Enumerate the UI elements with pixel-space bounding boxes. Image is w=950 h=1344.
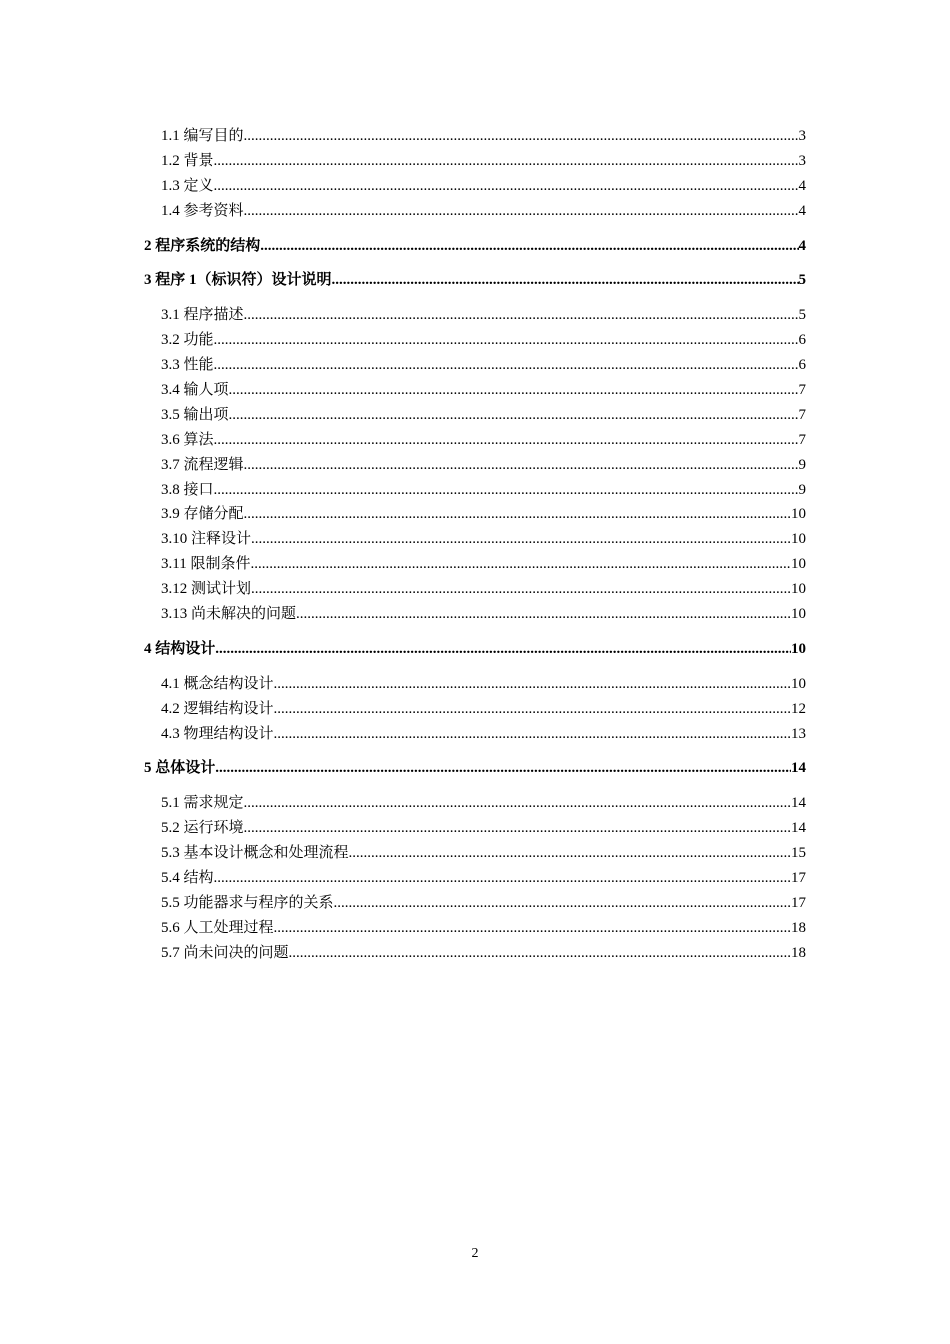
toc-entry-page-number: 7 bbox=[798, 382, 806, 399]
toc-section-entry[interactable] bbox=[144, 866, 806, 891]
toc-dot-leader bbox=[214, 478, 799, 503]
toc-entry-title: 4.2 逻辑结构设计 bbox=[161, 700, 274, 717]
toc-entry-page-number: 14 bbox=[791, 820, 806, 837]
toc-section-entry[interactable] bbox=[144, 328, 806, 353]
toc-entry-title: 5.7 尚未问决的问题 bbox=[161, 944, 289, 961]
toc-entry-title: 5.4 结构 bbox=[161, 870, 214, 887]
toc-entry-title: 3.4 输人项 bbox=[161, 382, 229, 399]
toc-section-entry[interactable] bbox=[144, 916, 806, 941]
toc-dot-leader bbox=[274, 722, 791, 747]
toc-section-entry[interactable] bbox=[144, 303, 806, 328]
toc-entry-title: 3.9 存储分配 bbox=[161, 506, 244, 523]
toc-entry-page-number: 12 bbox=[791, 700, 806, 717]
toc-dot-leader bbox=[244, 199, 799, 224]
toc-section-entry[interactable] bbox=[144, 149, 806, 174]
toc-dot-leader bbox=[229, 403, 799, 428]
toc-entry-title: 4 结构设计 bbox=[144, 640, 216, 657]
toc-entry-title: 3.11 限制条件 bbox=[161, 556, 251, 573]
toc-entry-page-number: 6 bbox=[798, 332, 806, 349]
toc-entry-page-number: 10 bbox=[791, 581, 806, 598]
toc-entry-title: 3.12 测试计划 bbox=[161, 581, 252, 598]
toc-section-entry[interactable] bbox=[144, 353, 806, 378]
toc-dot-leader bbox=[334, 891, 791, 916]
toc-entry-title: 3.2 功能 bbox=[161, 332, 214, 349]
toc-dot-leader bbox=[260, 234, 798, 259]
toc-entry-page-number: 9 bbox=[798, 456, 806, 473]
toc-entry-page-number: 10 bbox=[791, 675, 806, 692]
toc-entry-page-number: 6 bbox=[798, 357, 806, 374]
toc-dot-leader bbox=[215, 756, 791, 781]
toc-section-entry[interactable] bbox=[144, 502, 806, 527]
toc-dot-leader bbox=[289, 941, 791, 966]
toc-entry-title: 3.5 输出项 bbox=[161, 406, 229, 423]
toc-dot-leader bbox=[251, 577, 791, 602]
toc-dot-leader bbox=[214, 428, 799, 453]
toc-entry-title: 3.13 尚未解决的问题 bbox=[161, 606, 297, 623]
toc-dot-leader bbox=[214, 149, 799, 174]
toc-entry-title: 3.8 接口 bbox=[161, 481, 214, 498]
toc-dot-leader bbox=[244, 791, 791, 816]
toc-entry-page-number: 9 bbox=[798, 481, 806, 498]
toc-dot-leader bbox=[244, 816, 791, 841]
toc-dot-leader bbox=[274, 916, 791, 941]
toc-chapter-entry[interactable] bbox=[144, 268, 806, 293]
toc-section-entry[interactable] bbox=[144, 816, 806, 841]
toc-section-entry[interactable] bbox=[144, 124, 806, 149]
toc-dot-leader bbox=[349, 841, 791, 866]
toc-section-entry[interactable] bbox=[144, 577, 806, 602]
toc-section-entry[interactable] bbox=[144, 722, 806, 747]
toc-dot-leader bbox=[274, 697, 791, 722]
toc-dot-leader bbox=[296, 602, 791, 627]
toc-entry-page-number: 17 bbox=[791, 894, 806, 911]
toc-entry-page-number: 10 bbox=[791, 556, 806, 573]
toc-entry-page-number: 10 bbox=[791, 606, 806, 623]
toc-entry-title: 1.2 背景 bbox=[161, 152, 214, 169]
table-of-contents bbox=[144, 124, 806, 966]
toc-entry-title: 4.3 物理结构设计 bbox=[161, 725, 274, 742]
toc-entry-page-number: 4 bbox=[798, 237, 806, 254]
page-number: 2 bbox=[471, 1246, 479, 1261]
toc-entry-title: 3.10 注释设计 bbox=[161, 531, 252, 548]
toc-dot-leader bbox=[214, 353, 799, 378]
toc-section-entry[interactable] bbox=[144, 403, 806, 428]
toc-entry-page-number: 10 bbox=[791, 506, 806, 523]
toc-entry-title: 3 程序 1（标识符）设计说明 bbox=[144, 272, 332, 289]
toc-entry-page-number: 4 bbox=[798, 177, 806, 194]
toc-entry-page-number: 14 bbox=[791, 760, 806, 777]
toc-dot-leader bbox=[274, 672, 791, 697]
toc-dot-leader bbox=[244, 453, 799, 478]
toc-entry-page-number: 3 bbox=[798, 128, 806, 144]
toc-entry-title: 5.3 基本设计概念和处理流程 bbox=[161, 845, 349, 862]
toc-chapter-entry[interactable] bbox=[144, 637, 806, 662]
toc-entry-title: 5.5 功能器求与程序的关系 bbox=[161, 894, 334, 911]
toc-entry-title: 3.1 程序描述 bbox=[161, 307, 244, 324]
toc-entry-title: 2 程序系统的结构 bbox=[144, 237, 261, 254]
toc-dot-leader bbox=[214, 328, 799, 353]
toc-entry-title: 4.1 概念结构设计 bbox=[161, 675, 274, 692]
toc-entry-page-number: 15 bbox=[791, 845, 806, 862]
toc-entry-page-number: 4 bbox=[798, 202, 806, 219]
toc-dot-leader bbox=[332, 268, 799, 293]
toc-entry-title: 5.2 运行环境 bbox=[161, 820, 244, 837]
toc-dot-leader bbox=[214, 866, 791, 891]
toc-entry-page-number: 5 bbox=[798, 307, 806, 324]
toc-dot-leader bbox=[251, 527, 791, 552]
toc-entry-title: 5.1 需求规定 bbox=[161, 795, 244, 812]
toc-dot-leader bbox=[244, 124, 799, 149]
toc-section-entry[interactable] bbox=[144, 174, 806, 199]
toc-entry-page-number: 10 bbox=[791, 640, 806, 657]
toc-section-entry[interactable] bbox=[144, 199, 806, 224]
toc-entry-title: 1.1 编写目的 bbox=[161, 128, 244, 144]
toc-section-entry[interactable] bbox=[144, 552, 806, 577]
toc-chapter-entry[interactable] bbox=[144, 756, 806, 781]
toc-entry-page-number: 5 bbox=[798, 272, 806, 289]
toc-entry-page-number: 13 bbox=[791, 725, 806, 742]
toc-entry-page-number: 10 bbox=[791, 531, 806, 548]
toc-section-entry[interactable] bbox=[144, 428, 806, 453]
toc-dot-leader bbox=[250, 552, 791, 577]
toc-dot-leader bbox=[214, 174, 799, 199]
toc-entry-page-number: 7 bbox=[798, 431, 806, 448]
toc-section-entry[interactable] bbox=[144, 791, 806, 816]
toc-entry-page-number: 7 bbox=[798, 406, 806, 423]
toc-dot-leader bbox=[244, 303, 799, 328]
toc-section-entry[interactable] bbox=[144, 602, 806, 627]
toc-section-entry[interactable] bbox=[144, 697, 806, 722]
toc-section-entry[interactable] bbox=[144, 891, 806, 916]
toc-entry-title: 5 总体设计 bbox=[144, 760, 216, 777]
toc-section-entry[interactable] bbox=[144, 478, 806, 503]
toc-section-entry[interactable] bbox=[144, 527, 806, 552]
toc-entry-page-number: 17 bbox=[791, 870, 806, 887]
toc-entry-page-number: 3 bbox=[798, 152, 806, 169]
toc-dot-leader bbox=[229, 378, 799, 403]
toc-entry-page-number: 18 bbox=[791, 919, 806, 936]
toc-entry-title: 3.7 流程逻辑 bbox=[161, 456, 244, 473]
toc-entry-title: 3.6 算法 bbox=[161, 431, 214, 448]
toc-entry-page-number: 18 bbox=[791, 944, 806, 961]
toc-entry-title: 3.3 性能 bbox=[161, 357, 214, 374]
toc-entry-page-number: 14 bbox=[791, 795, 806, 812]
toc-entry-title: 5.6 人工处理过程 bbox=[161, 919, 274, 936]
toc-chapter-entry[interactable] bbox=[144, 234, 806, 259]
toc-section-entry[interactable] bbox=[144, 841, 806, 866]
toc-entry-title: 1.3 定义 bbox=[161, 177, 214, 194]
toc-dot-leader bbox=[215, 637, 791, 662]
toc-section-entry[interactable] bbox=[144, 378, 806, 403]
toc-entry-title: 1.4 参考资料 bbox=[161, 202, 244, 219]
toc-section-entry[interactable] bbox=[144, 672, 806, 697]
toc-dot-leader bbox=[244, 502, 791, 527]
toc-section-entry[interactable] bbox=[144, 941, 806, 966]
toc-section-entry[interactable] bbox=[144, 453, 806, 478]
